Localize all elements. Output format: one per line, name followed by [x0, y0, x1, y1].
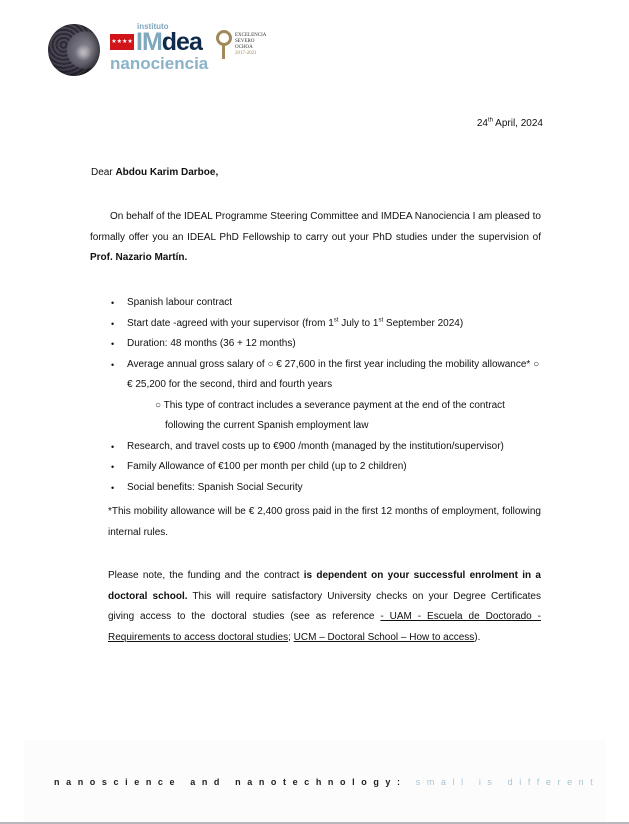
madrid-flag-icon: ★★★★ [110, 34, 134, 50]
mobility-footnote: *This mobility allowance will be € 2,400 gross paid in the first 12 months of employment, following internal rules. [108, 506, 541, 538]
salutation-prefix: Dear [91, 167, 116, 178]
severo-ochoa-logo [216, 28, 286, 68]
logo-nanociencia: nanociencia [110, 54, 209, 73]
intro-paragraph [90, 207, 541, 269]
note-bold: is dependent on your successful enrolment in a doctoral school. [108, 570, 541, 602]
key-icon [216, 30, 232, 46]
enrolment-note [108, 566, 541, 648]
bullet-start-a: Start date -agreed with your supervisor (from 1 [127, 317, 334, 329]
list-item [108, 293, 541, 314]
list-item [108, 314, 541, 335]
letter-date [477, 118, 543, 129]
logo-imdea [136, 29, 202, 55]
list-item [108, 355, 541, 437]
logo-imdea-im: IM [136, 28, 162, 56]
supervisor-name: Prof. Nazario Martín. [90, 252, 188, 263]
uam-link[interactable]: - UAM - Escuela de Doctorado - Requirements to access doctoral studies [108, 611, 541, 643]
date-rest: April, 2024 [492, 118, 543, 129]
footer-tagline [54, 777, 599, 787]
ucm-link[interactable]: UCM – Doctoral School – How to access [293, 631, 475, 643]
bullet-start-sup1: st [333, 317, 339, 324]
bullet-contract: Spanish labour contract [127, 297, 233, 308]
key-stem-icon [222, 45, 225, 59]
date-suffix: th [487, 117, 493, 124]
salutation [91, 167, 218, 178]
bullet-family: Family Allowance of €100 per month per child (up to 2 children) [127, 461, 407, 472]
bullet-social: Social benefits: Spanish Social Security [127, 481, 303, 493]
sub-list [127, 396, 541, 437]
severo-years: 2017-2021 [235, 51, 257, 56]
bullet-research: Research, and travel costs up to €900 /month (managed by the institution/supervisor) [127, 440, 504, 452]
list-item [108, 457, 541, 478]
date-day: 24 [476, 118, 488, 129]
logo-instituto-text: instituto [137, 22, 169, 31]
bullet-salary: Average annual gross salary of ○ € 27,600 in the first year including the mobility allowance* ○ € 25,200 for the second, third and fourth years [127, 358, 540, 390]
severo-line-1: EXCELENCIA [235, 33, 267, 38]
note-text-b: This will require satisfactory University checks on your Degree Certificates giving access to the doctoral studies (see as reference [108, 590, 541, 622]
list-item [108, 334, 541, 355]
list-item [108, 437, 541, 458]
bullet-start-b: July to 1 [338, 317, 379, 329]
tagline-light: small is different [415, 777, 600, 787]
bullet-start-c: September 2024) [383, 317, 464, 329]
note-end: ). [474, 631, 481, 643]
list-item [108, 478, 541, 499]
bullet-duration: Duration: 48 months (36 + 12 months) [127, 338, 296, 349]
sub-item-severance: ○ This type of contract includes a severance payment at the end of the contract following the current Spanish employment law [155, 399, 505, 431]
note-text-a: Please note, the funding and the contract [108, 570, 304, 581]
bullet-start-sup2: st [378, 317, 384, 324]
intro-text: On behalf of the IDEAL Programme Steering Committee and IMDEA Nanociencia I am pleased to formally offer you an IDEAL PhD Fellowship to carry out your PhD studies under the supervision of [90, 211, 541, 243]
logo-imdea-dea: dea [161, 28, 202, 56]
severo-line-2: SEVERO [235, 39, 255, 44]
severo-line-3: OCHOA [235, 45, 253, 50]
nanosphere-logo-icon [48, 24, 100, 76]
benefits-list [108, 293, 541, 498]
recipient-name: Abdou Karim Darboe, [115, 167, 219, 178]
tagline-dark: nanoscience and nanotechnology: [54, 777, 407, 787]
note-separator: ; [288, 631, 294, 643]
